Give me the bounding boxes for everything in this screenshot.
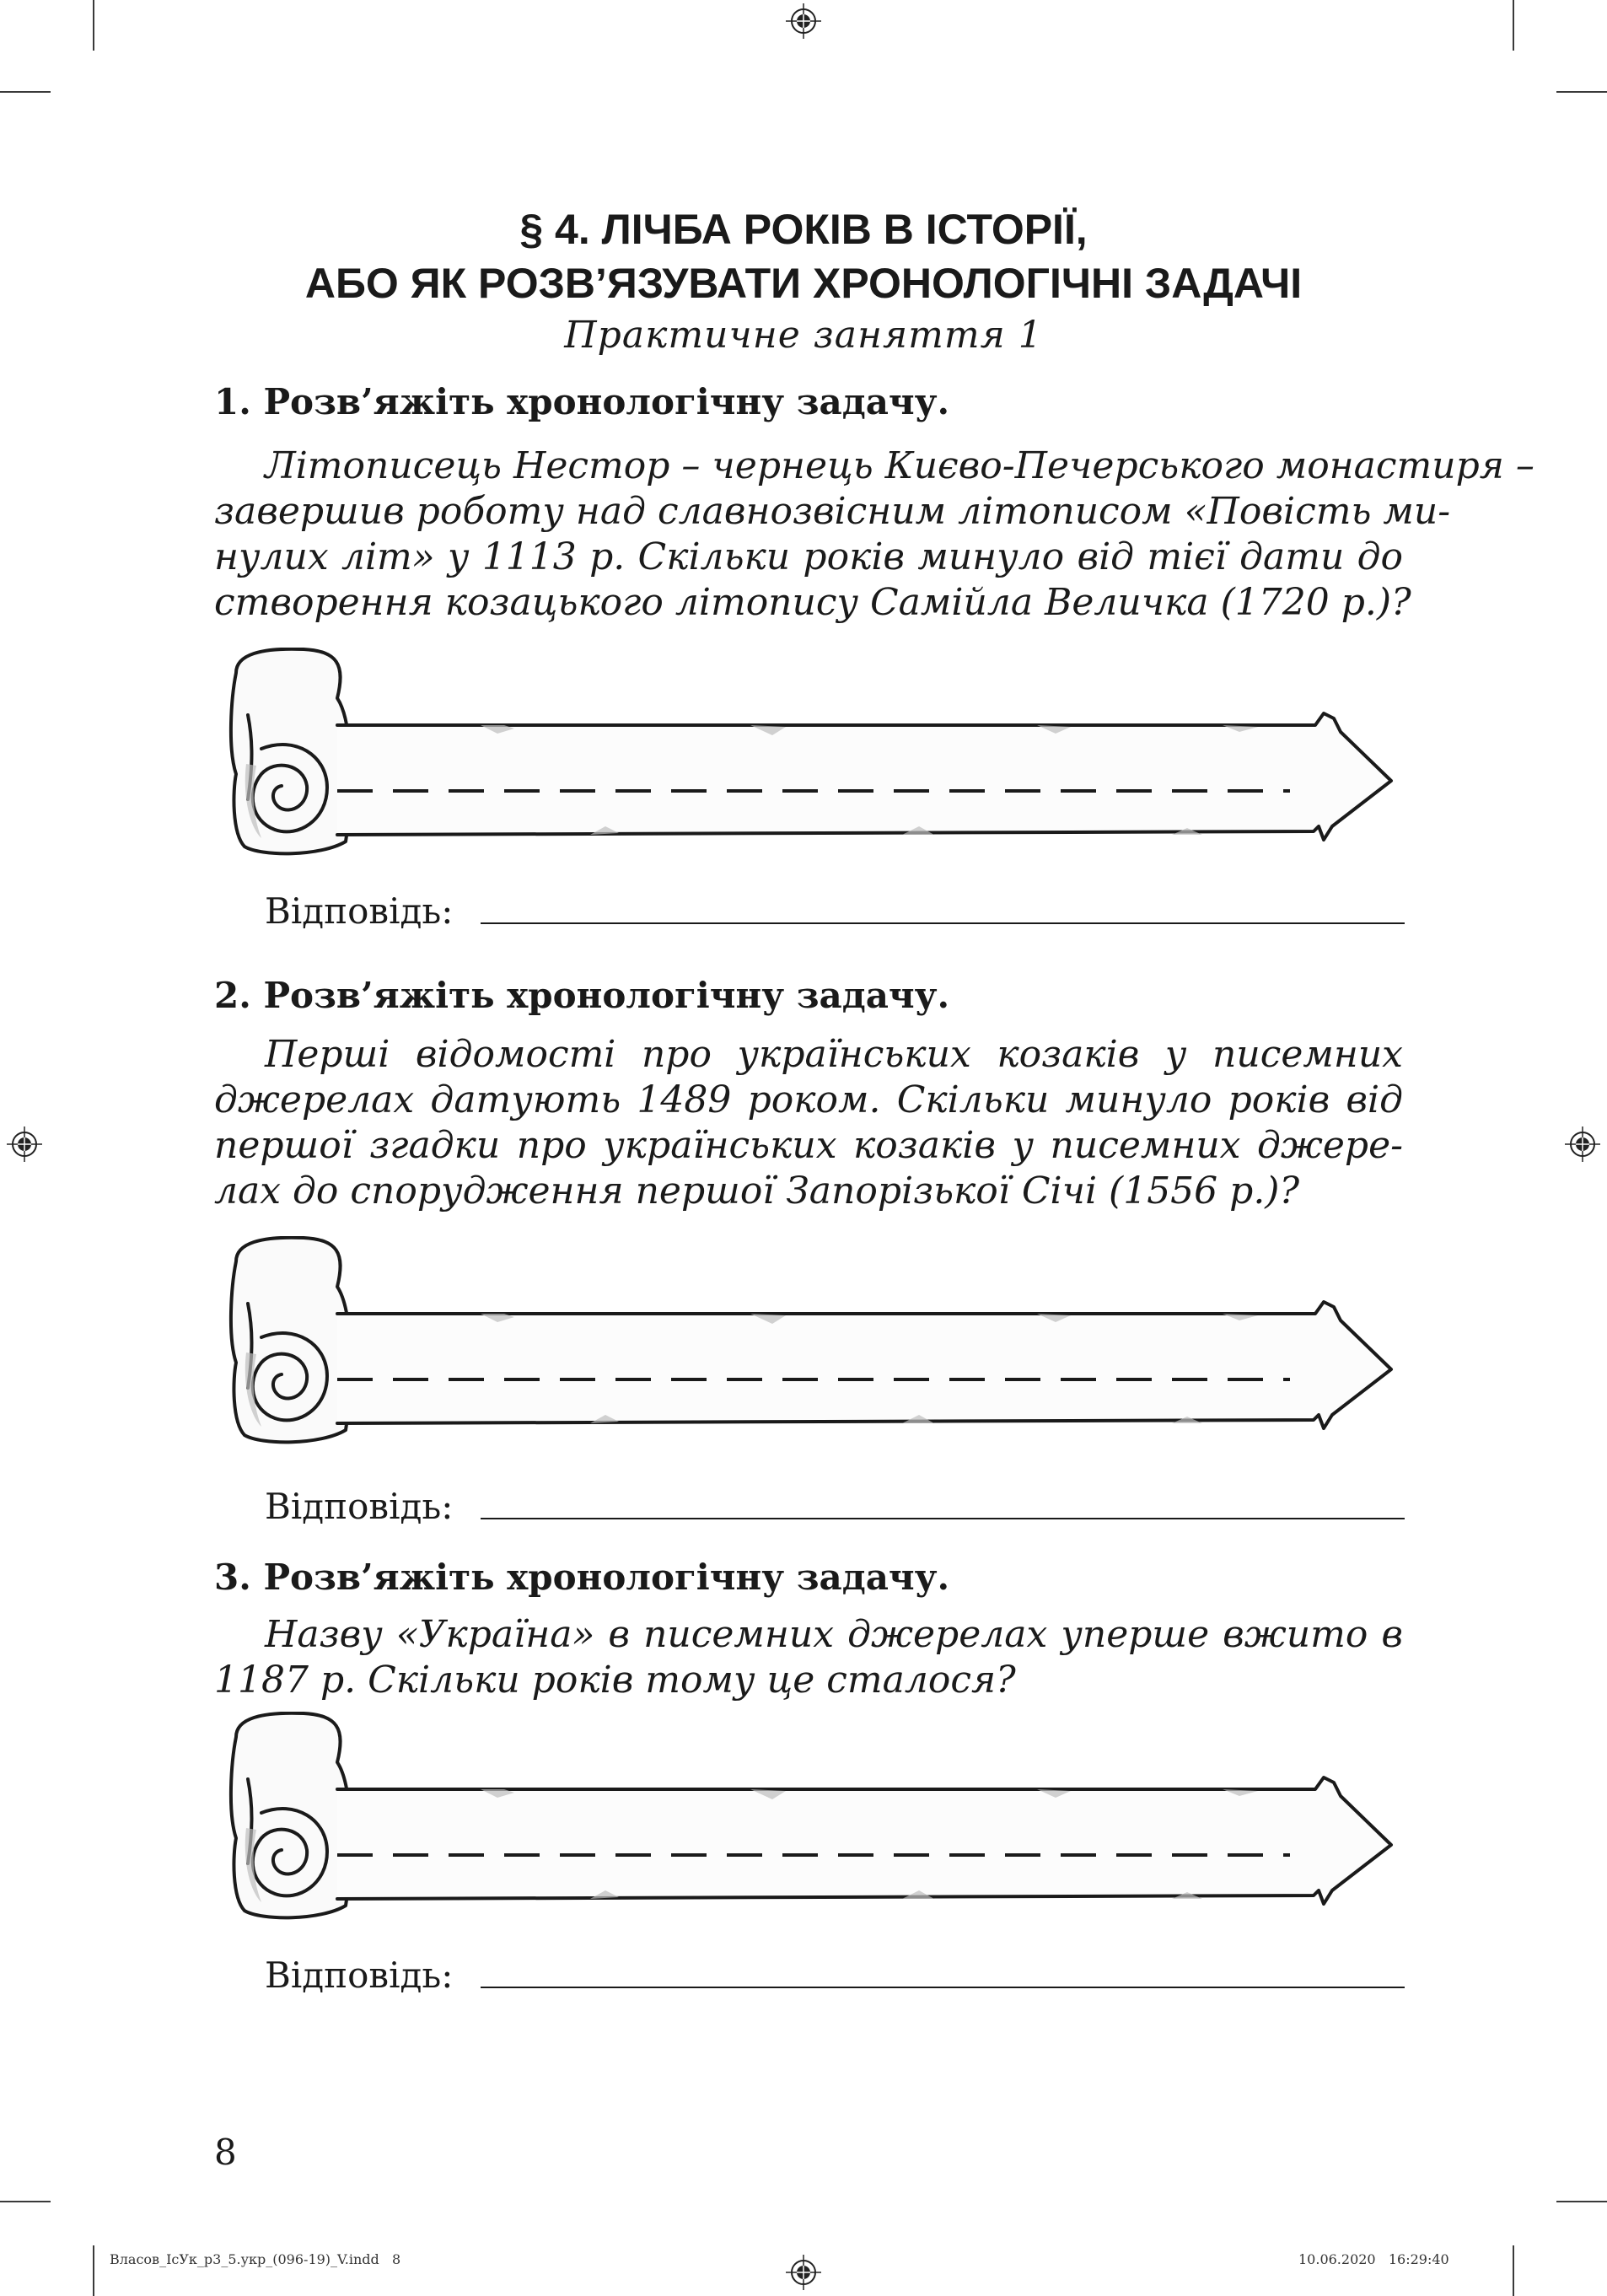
task-2-line: лах до спорудження першої Запорізької Січі (1556 р.)?	[214, 1170, 1300, 1213]
crop-mark-bottom-right-h	[1556, 2201, 1607, 2202]
footer-timestamp: 10.06.2020 16:29:40	[1298, 2251, 1449, 2267]
task-1-answer-field[interactable]	[481, 922, 1405, 924]
page-title	[0, 202, 1607, 310]
task-1-line: Літописець Нестор – чернець Києво-Печерського монастиря –	[265, 444, 1534, 487]
title-line-2: АБО ЯК РОЗВ’ЯЗУВАТИ ХРОНОЛОГІЧНІ ЗАДАЧІ	[304, 260, 1303, 307]
crosshair-target-icon	[1565, 1126, 1600, 1162]
task-1-heading: 1. Розв’яжіть хронологічну задачу.	[214, 381, 950, 422]
task-1-line: створення козацького літопису Самійла Величка (1720 р.)?	[214, 581, 1411, 624]
crosshair-target-icon	[7, 1126, 42, 1162]
task-1-line: нулих літ» у 1113 р. Скільки років минуло від тієї дати до	[214, 535, 1403, 578]
task-2-text	[214, 1032, 1403, 1214]
crop-mark-top-right	[1513, 0, 1514, 51]
task-3-answer-label: Відповідь:	[265, 1955, 454, 1996]
crop-mark-top-right-h	[1556, 91, 1607, 93]
task-2-line: Перші відомості про українських козаків у писемних	[265, 1033, 1403, 1076]
task-3-heading: 3. Розв’яжіть хронологічну задачу.	[214, 1557, 950, 1598]
task-1-answer-label: Відповідь:	[265, 890, 454, 932]
crosshair-target-icon	[786, 2255, 821, 2290]
crop-mark-top-left	[93, 0, 94, 51]
task-2-answer-field[interactable]	[481, 1518, 1405, 1519]
crosshair-target-icon	[786, 3, 821, 39]
page-number: 8	[214, 2132, 237, 2173]
task-2-answer-label: Відповідь:	[265, 1486, 454, 1527]
task-2-heading: 2. Розв’яжіть хронологічну задачу.	[214, 975, 950, 1016]
crop-mark-bottom-left-h	[0, 2201, 51, 2202]
parchment-scroll-timeline[interactable]	[228, 1712, 1400, 1922]
crop-mark-bottom-right	[1513, 2245, 1514, 2296]
parchment-scroll-timeline[interactable]	[228, 648, 1400, 858]
footer-file-name: Власов_ІсУк_р3_5.укр_(096-19)_V.indd 8	[110, 2251, 401, 2267]
task-2-line: першої згадки про українських козаків у писемних джере-	[214, 1124, 1403, 1167]
task-3-text	[214, 1612, 1403, 1703]
page-subtitle: Практичне заняття 1	[564, 314, 1043, 357]
parchment-scroll-timeline[interactable]	[228, 1236, 1400, 1447]
crop-mark-bottom-left	[93, 2245, 94, 2296]
task-3-answer-field[interactable]	[481, 1987, 1405, 1988]
task-2-line: джерелах датують 1489 роком. Скільки минуло років від	[214, 1078, 1403, 1121]
task-1-line: завершив роботу над славнозвісним літописом «Повість ми-	[214, 490, 1451, 533]
task-1-text	[214, 444, 1534, 626]
task-3-line: Назву «Україна» в писемних джерелах уперше вжито в	[265, 1613, 1403, 1656]
title-line-1: § 4. ЛІЧБА РОКІВ В ІСТОРІЇ,	[519, 206, 1088, 253]
task-3-line: 1187 р. Скільки років тому це сталося?	[214, 1659, 1016, 1702]
crop-mark-top-left-h	[0, 91, 51, 93]
